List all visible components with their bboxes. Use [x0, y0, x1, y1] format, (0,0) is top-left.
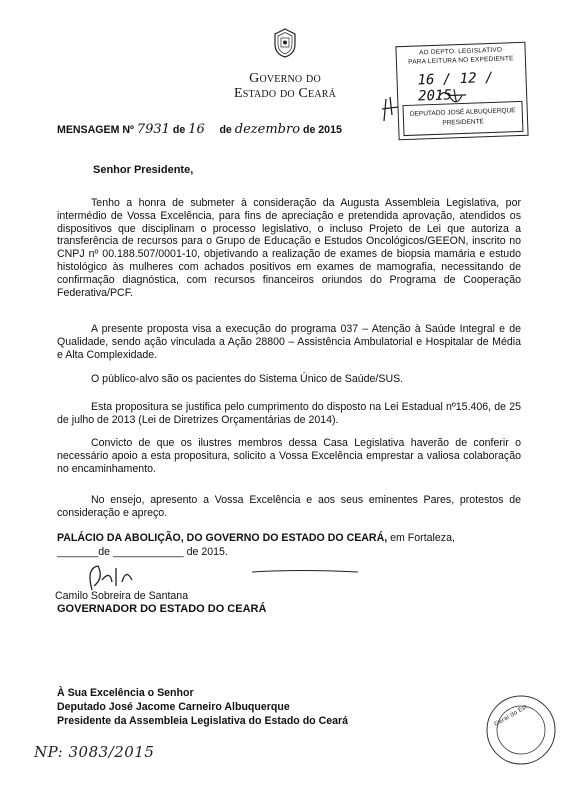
stamp-line-2: PARA LEITURA NO EXPEDIENTE [408, 55, 514, 66]
message-label: MENSAGEM Nº [57, 124, 134, 136]
paragraph-2-text: A presente proposta visa a execução do programa 037 – Atenção à Saúde Integral e de Qualidade, sendo ação vinculada a Ação 28800 – Assistência Ambulatorial e Hospitalar de Média e Alta Complexidade. [57, 323, 521, 361]
paragraph-5-text: Convicto de que os ilustres membros dessa Casa Legislativa haverão de conferir o necessário apoio a esta propositura, solicito a Vossa Excelência emprestar a valiosa colaboração no encaminhamento. [57, 437, 521, 475]
stamp-inner-box [402, 101, 523, 136]
signature-line [250, 568, 360, 576]
stamp-signature-scribble [436, 87, 477, 104]
message-year: de 2015 [302, 124, 342, 136]
paragraph-5 [57, 437, 521, 475]
paragraph-2 [57, 323, 521, 361]
stamp-margin-mark [380, 95, 402, 125]
message-day: 16 [188, 122, 205, 137]
governor-title: GOVERNADOR DO ESTADO DO CEARÁ [57, 603, 267, 615]
paragraph-1-text: Tenho a honra de submeter à consideração da Augusta Assembleia Legislativa, por intermédio de Vossa Excelência, para fins de apreciação e pretendida aprovação, atendidos os dispositivos que disciplinam o processo legislativo, o incluso Projeto de Lei que autoriza a transferência de recursos para o Grupo de Educação e Estudos Oncológicos/GEEON, inscrito no CNPJ nº 00.188.507/0001-10, objetivando a realização de exames de biopsia mamária e estudo histológico às mulheres com achados positivos em exames de mamografia, necessitando de confirmação diagnóstica, com recursos financeiros oriundos do Programa de Cooperação Federativa/PCF. [57, 197, 521, 299]
stamp-line-1: AO DEPTO. LEGISLATIVO [418, 46, 503, 57]
paragraph-3-text: O público-alvo são os pacientes do Sistema Único de Saúde/SUS. [91, 373, 404, 385]
message-header [57, 122, 342, 137]
address-line-3: Presidente da Assembleia Legislativa do Estado do Ceará [57, 715, 349, 727]
salutation: Senhor Presidente, [93, 164, 194, 176]
round-seal-stamp [481, 690, 561, 770]
message-de-2: de [219, 124, 232, 136]
palace-city: em Fortaleza, [390, 532, 455, 544]
paragraph-6-text: No ensejo, apresento a Vossa Excelência e aos seus eminentes Pares, protestos de consideração e apreço. [57, 494, 521, 519]
message-month: dezembro [234, 122, 301, 137]
stamp-inner-line-2: PRESIDENTE [442, 118, 484, 127]
paragraph-4-text: Esta propositura se justifica pelo cumprimento do disposto na Lei Estadual nº15.406, de 25 de julho de 2013 (Lei de Diretrizes Orçamentárias de 2014). [57, 401, 521, 426]
paragraph-1 [57, 197, 521, 299]
address-line-2: Deputado José Jacome Carneiro Albuquerque [57, 701, 290, 713]
message-de-1: de [172, 124, 186, 136]
state-coat-of-arms-icon [273, 28, 297, 58]
paragraph-3 [57, 373, 521, 386]
protocol-number: NP: 3083/2015 [34, 743, 155, 761]
palace-line [57, 532, 521, 545]
svg-text:Geral do Est: Geral do Est [493, 703, 529, 728]
palace-name: PALÁCIO DA ABOLIÇÃO, DO GOVERNO DO ESTADO DO CEARÁ, [57, 532, 388, 544]
stamp-date: 16 / 12 / 2015 [417, 69, 494, 105]
paragraph-6 [57, 494, 521, 520]
message-number: 7931 [136, 122, 170, 137]
reception-stamp [395, 42, 528, 140]
governor-name: Camilo Sobreira de Santana [55, 590, 189, 602]
paragraph-4 [57, 401, 521, 427]
address-line-1: À Sua Excelência o Senhor [57, 687, 194, 699]
stamp-inner-line-1: DEPUTADO JOSÉ ALBUQUERQUE [409, 107, 516, 118]
header-state-line: Estado do Ceará [233, 86, 337, 101]
palace-date-line: _______de ____________ de 2015. [57, 546, 228, 558]
header-government-line: Governo do [249, 71, 321, 86]
